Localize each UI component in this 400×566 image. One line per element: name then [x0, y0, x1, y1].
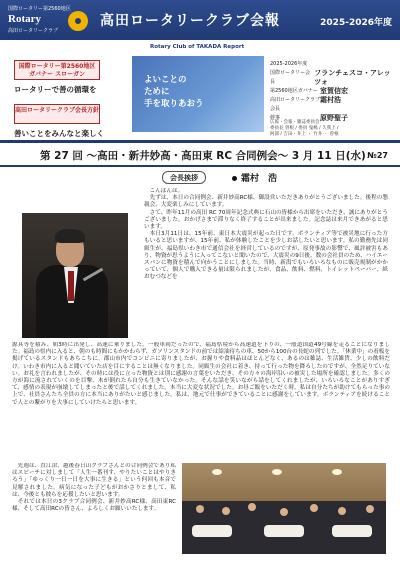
officers-list	[270, 60, 394, 123]
speaker-name: 霜村 浩	[241, 174, 278, 184]
bullet-icon	[232, 176, 237, 181]
greeting-tag: 会長挨拶	[162, 171, 206, 184]
ceiling-light	[212, 469, 222, 475]
theme-line-1: よいことの	[144, 75, 187, 85]
guest-head	[310, 504, 318, 512]
banquet-table	[192, 525, 232, 537]
rotary-wheel-icon	[68, 11, 88, 31]
guest-head	[280, 508, 288, 516]
divider	[0, 165, 400, 167]
issue-title: 第 27 回 ～高田・新井妙高・高田東 RC 合同例会～ 3 月 11 日(水)	[40, 150, 366, 162]
badge-name: Rotary	[8, 13, 41, 25]
speech-paragraph-top: こんばんは。 先ずは、本日の合同例会、新井妙高RC様、御設営いただきありがとうございました。後程の懇親会、大変楽しみにしています。 さて、昨年11月の高田 RC 70周年記念式典に石山の皆様から出席をいただき、誠にありがとうございました。おかげさまで滞りなく終了することが出来ました。記念誌は来月できあがると思います。 本日3月11日は、15年前、東日本大震災が起った日です。ボランティア等で被災地に行った方もいると思いますが、15年前、私が体験したことを少しお話したいと思います。私の勤務先は同級生が、福島県いわき市で通信会社を経営しているのですが、原発事故の影響で、風評被害もあり、物資が思うように入ってこないと聞いたので、大震災の9日後、数の会社員のため、ハイエースバンに物資を積んで向かうことにしました。当時、新潟でもいろいろなものに販売規制がかかっていて、個人で購入できる量は限られましたが、食品、飲料、燃料、トイレットペーパー、紙おむつなどを	[144, 188, 388, 281]
theme-graphic	[132, 56, 264, 132]
officer-role: 幹事	[270, 115, 281, 121]
guest-head	[366, 505, 374, 513]
editorial-staff	[270, 120, 394, 138]
fiscal-year: 2025-2026年度	[320, 18, 392, 28]
officers-year: 2025-2026年度	[270, 61, 308, 67]
guest-head	[248, 503, 256, 511]
guest-head	[196, 505, 204, 513]
badge-district: 国際ロータリー第2560地区	[8, 6, 71, 12]
staff-line: 阿部 / 吉田・井上 ・ 竹井 ・ 曽根	[270, 132, 339, 137]
badge-club: 高田ロータリークラブ	[8, 28, 59, 34]
staff-line: 委員長 曽根 / 委員 鬼嶋 / 久我上 /	[270, 126, 339, 131]
guest-head	[338, 507, 346, 515]
officer-role: 国際ロータリー会長	[270, 70, 311, 85]
ceiling-light	[332, 469, 342, 475]
president-policy: 善いことをみんなと楽しく	[14, 129, 104, 138]
banquet-table	[332, 525, 372, 537]
governor-slogan-heading: 国際ロータリー第2560地区 ガバナー スローガン	[14, 60, 100, 80]
officer-row	[270, 96, 394, 114]
officer-row	[270, 69, 394, 87]
newsletter-subtitle: Rotary Club of TAKADA Report	[150, 44, 245, 50]
guest-head	[222, 507, 230, 515]
speech-paragraph-full: 源具等を積み、朝3時に出発し、高速に乗りました。一般車両だったので、福島県境から高速道を下りの、一般道国道49号線を走ることになりました。福島の県内に入ると、朝のも時間にもかかわらず、ガソリンスタンドの前では給油待ちの車、50から100台の長蛇の列でした。「休業中」の看板を掲げているスタンドもあちこちに。郡山市内でコンビニに寄りましたが、お握りや食料品はほとんどなく、あるのは雑誌、生活雑貨、少しの飲料だけ。いわき市内に入ると聞いていた店を目にすることは無くなりました。同級生の会社に着き、持って行った物を降ろしたのですが、全然足りていない。お礼を言われましたが、その時には役に立った物資とは別に感謝の言葉をいただき、その方々の海岸沿いの被災した場所を確認しました。多くの方が海に流されていくのを目撃、木が倒れたら自分も生きていなかった。そんな話を笑いながら話をしてくれましたが、いろいろなことがありすぎて、感情の表現が崩壊してしまったと後で話してくれました。本当に大変な状況でした。お昼ご飯をいただく時、私は自分たちが助けてもらった事の上で、社員さんたち全員の方に本当にありがたいと感じました。私は、地元で仕事ができていることに感謝をしています。ボランティアを続けることで人との繋がりを大事にしていけたらと思います。	[12, 342, 390, 406]
speech-paragraph-left: 先週は、直江津、越後春日山クラブさんとの合同例会であり私はスピーチに対しまして「人生一番刊す、やりたいことはやりきろう」「ゆっくり一日一日を大事に生きる」という何回も本音で見解されました。病気になった子どもがおかさりとまして、私は、今後とも彼らを応援したいと思います。 それでは本日の3クラブ合同例会、新井妙高RC様、高田東RC様、そして高田RCの皆さん、よろしくお願いいたします。	[12, 463, 176, 513]
photo-tie	[68, 271, 74, 301]
divider	[0, 140, 400, 143]
officer-role: 第2560地区ガバナー	[270, 88, 318, 94]
officer-role: 高田ロータリークラブ会長	[270, 97, 321, 112]
staff-heading: 広報・会報・雑誌委員会：	[270, 120, 324, 125]
issue-number: №27	[367, 151, 388, 160]
banquet-table	[264, 525, 304, 537]
ceiling-light	[272, 469, 282, 475]
theme-text	[144, 74, 204, 110]
photo-hair	[55, 229, 85, 243]
banquet-photo	[182, 463, 386, 554]
rotary-badge	[6, 5, 94, 35]
masthead	[0, 0, 400, 40]
president-policy-heading: 高田ロータリークラブ会長方針	[14, 104, 100, 124]
theme-line-2: ために	[144, 87, 170, 97]
newsletter-title: 高田ロータリークラブ会報	[100, 13, 280, 29]
officer-name: 霜村浩	[320, 96, 341, 104]
officer-name: 原野聖子	[320, 114, 348, 122]
governor-slogan: ロータリーで善の循環を	[14, 85, 97, 94]
officer-name: フランチェスコ・アレッツォ	[314, 69, 391, 86]
speaker-photo	[22, 213, 128, 338]
theme-line-3: 手を取りあおう	[144, 99, 204, 109]
speaker-name-wrapper	[232, 171, 277, 184]
officer-row	[270, 87, 394, 96]
officer-name: 室賀信宏	[320, 87, 348, 95]
